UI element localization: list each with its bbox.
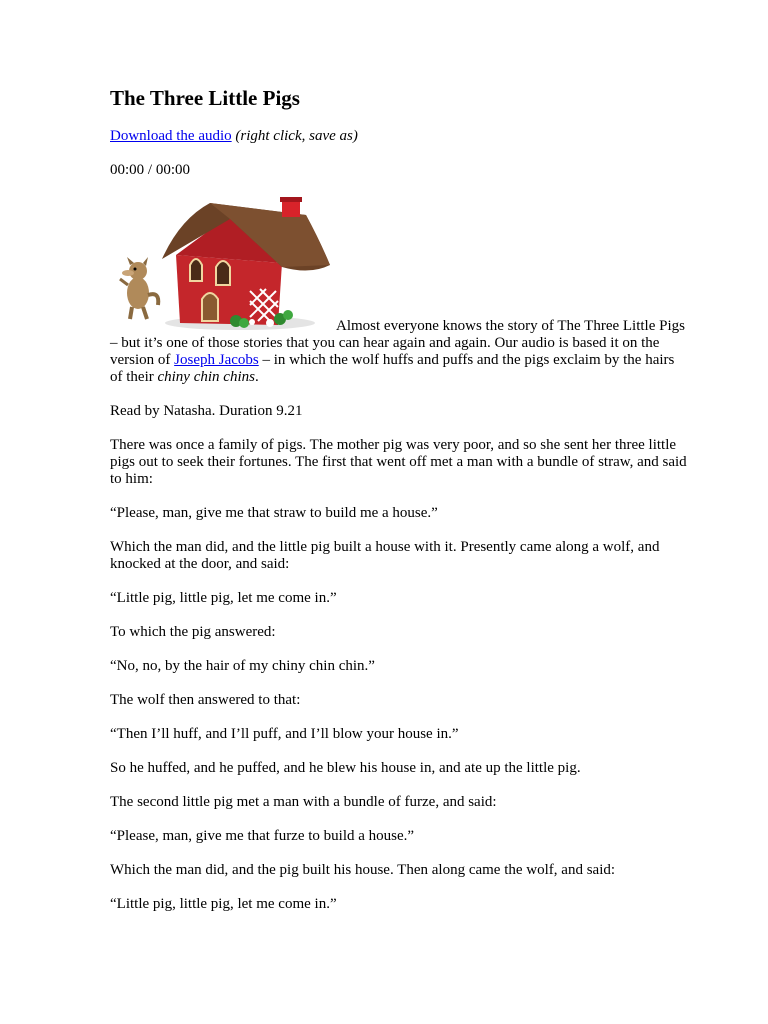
story-paragraph: “Little pig, little pig, let me come in.” <box>110 590 337 606</box>
story-paragraph: Which the man did, and the little pig built a house with it. Presently came along a wolf, and knocked at the door, and said: <box>110 539 660 572</box>
download-audio-link[interactable]: Download the audio <box>110 128 232 144</box>
joseph-jacobs-link[interactable]: Joseph Jacobs <box>174 352 259 368</box>
story-paragraph: So he huffed, and he puffed, and he blew his house in, and ate up the little pig. <box>110 760 581 776</box>
intro-text-end: . <box>254 369 259 385</box>
wolf-figure <box>120 257 158 319</box>
intro-paragraph <box>110 195 690 386</box>
story-paragraph: The wolf then answered to that: <box>110 692 301 708</box>
article <box>110 86 690 930</box>
story-paragraph: “Please, man, give me that furze to build a house.” <box>110 828 415 844</box>
story-paragraph: The second little pig met a man with a bundle of furze, and said: <box>110 794 497 810</box>
story-paragraph: Which the man did, and the pig built his house. Then along came the wolf, and said: <box>110 862 616 878</box>
story-paragraph: “Then I’ll huff, and I’ll puff, and I’ll blow your house in.” <box>110 726 459 742</box>
story-paragraph: “Little pig, little pig, let me come in.” <box>110 896 337 912</box>
story-paragraph: To which the pig answered: <box>110 624 276 640</box>
wolf-and-house-image <box>110 195 332 335</box>
story-paragraph: There was once a family of pigs. The mother pig was very poor, and so she sent her three little pigs out to seek their fortunes. The first that went off met a man with a bundle of straw, and said to him: <box>110 437 687 487</box>
intro-section <box>110 195 690 386</box>
audio-player-time[interactable]: 00:00 / 00:00 <box>110 162 191 178</box>
download-hint: (right click, save as) <box>235 128 358 144</box>
intro-text-after-link: – in which the wolf huffs and puffs and the pigs exclaim by the hairs of their <box>110 352 675 385</box>
page-title: The Three Little Pigs <box>110 86 300 110</box>
story-paragraph: “No, no, by the hair of my chiny chin chin.” <box>110 658 375 674</box>
read-by-line: Read by Natasha. Duration 9.21 <box>110 403 303 419</box>
intro-emphasis: chiny chin chins <box>157 369 255 385</box>
download-line <box>110 128 690 145</box>
intro-text-before-link: Almost everyone knows the story of The Three Little Pigs – but it’s one of those stories that you can hear again and again. Our audio is based it on the version of <box>110 318 685 368</box>
story-paragraph: “Please, man, give me that straw to build me a house.” <box>110 505 438 521</box>
